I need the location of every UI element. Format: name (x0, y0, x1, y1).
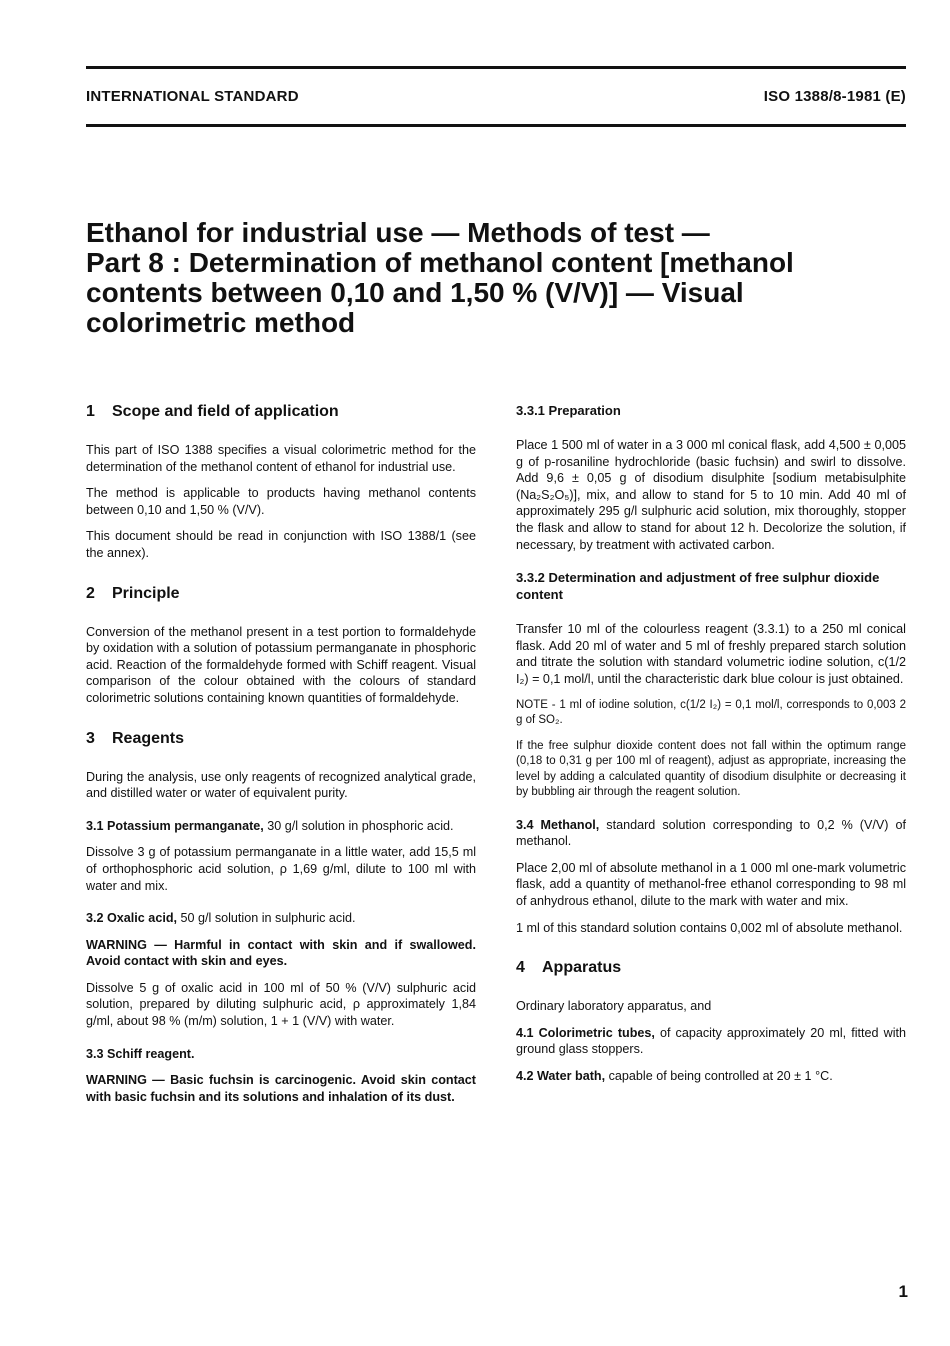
paragraph: Ordinary laboratory apparatus, and (516, 999, 712, 1014)
subsection-label: 3.1 Potassium permanganate, (86, 818, 264, 833)
subsection-text: of capacity approximately 20 ml, fitted with ground glass stoppers. (516, 1025, 906, 1057)
section-heading (86, 584, 476, 604)
left-column (86, 402, 476, 1115)
paragraph: Dissolve 3 g of potassium permanganate in a little water, add 15,5 ml of orthophosphoric acid solution, ρ 1,69 g/ml, dilute to 100 ml with water and mix. (86, 845, 476, 893)
subsection-lead (86, 1046, 476, 1063)
subsection-label: 3.2 Oxalic acid, (86, 911, 178, 926)
subsection-lead (86, 910, 476, 927)
paragraph: This part of ISO 1388 specifies a visual colorimetric method for the determination of the methanol content of ethanol for industrial use. (86, 443, 476, 474)
note-text: NOTE - 1 ml of iodine solution, c(1/2 I₂) = 0,1 mol/l, corresponds to 0,003 2 g of SO₂. (516, 698, 906, 727)
subsection-label: 4.2 Water bath, (516, 1068, 606, 1083)
paragraph: During the analysis, use only reagents of recognized analytical grade, and distilled water or water of equivalent purity. (86, 769, 476, 801)
section-number: 4 (516, 959, 525, 977)
header-standard-type: INTERNATIONAL STANDARD (86, 88, 299, 105)
paragraph: This document should be read in conjunction with ISO 1388/1 (see the annex). (86, 529, 476, 560)
subsection-lead (516, 817, 906, 850)
paragraph: The method is applicable to products having methanol contents between 0,10 and 1,50 % (V/V). (86, 486, 476, 517)
header-rule (86, 124, 906, 127)
header-document-number: ISO 1388/8-1981 (E) (763, 88, 906, 105)
subsection-lead (516, 1068, 906, 1085)
page-number: 1 (898, 1282, 908, 1301)
right-column (516, 402, 906, 1094)
subsection-text: capable of being controlled at 20 ± 1 °C. (605, 1068, 833, 1083)
warning-text: WARNING — Basic fuchsin is carcinogenic. Avoid skin contact with basic fuchsin and its solutions and inhalation of its dust. (86, 1073, 476, 1104)
subsection-text: 50 g/l solution in sulphuric acid. (177, 911, 356, 926)
subsection-label: 3.4 Methanol, (516, 817, 600, 832)
title-line: Part 8 : Determination of methanol content [methanol (86, 247, 794, 278)
paragraph: Place 1 500 ml of water in a 3 000 ml conical flask, add 4,500 ± 0,005 g of p-rosaniline hydrochloride (basic fuchsin) and swirl to dissolve. Add 9,6 ± 0,05 g of disodium disulphite [sodium metabisulphite (Na₂S₂O₅)], mix, and allow to stand for 5 to 10 min. Add 40 ml of approximately 295 g/l sulphuric acid solution, mix thoroughly, stopper the flask and allow to stand for about 12 h. Decolorize the solution, if necessary, by treatment with activated carbon. (516, 438, 906, 552)
top-rule (86, 66, 906, 69)
paragraph: Conversion of the methanol present in a test portion to formaldehyde by oxidation with a solution of potassium permanganate in phosphoric acid. Reaction of the formaldehyde formed with Schiff reagent. Visual comparison of the colour obtained with the colours of standard colorimetric solutions containing known quantities of formaldehyde. (86, 624, 476, 705)
subsection-text: standard solution corresponding to 0,2 % (V/V) of methanol. (516, 817, 906, 849)
title-line: Ethanol for industrial use — Methods of test — (86, 217, 710, 248)
document-title (86, 218, 886, 338)
paragraph: 1 ml of this standard solution contains 0,002 ml of absolute methanol. (516, 920, 903, 935)
paragraph: Place 2,00 ml of absolute methanol in a 1 000 ml one-mark volumetric flask, add a quantity of methanol-free ethanol corresponding to 98 ml of anhydrous ethanol, dilute to the mark with water and mix. (516, 860, 906, 908)
section-heading (86, 729, 476, 749)
section-heading (86, 402, 476, 422)
paragraph: If the free sulphur dioxide content does not fall within the optimum range (0,18 to 0,31 g per 100 ml of reagent), adjust as appropriate, increasing the level by adding a calculated quantity of disodium disulphite or decreasing it by bubbling air through the reagent solution. (516, 739, 906, 799)
section-number: 1 (86, 403, 95, 420)
section-title: Scope and field of application (112, 403, 339, 420)
subsection-label: 4.1 Colorimetric tubes, (516, 1025, 655, 1040)
section-title: Principle (112, 584, 180, 602)
section-number: 2 (86, 584, 95, 602)
paragraph: Transfer 10 ml of the colourless reagent (3.3.1) to a 250 ml conical flask. Add 20 ml of water and 5 ml of freshly prepared starch solution and titrate the solution with standard volumetric iodine solution, c(1/2 I₂) = 0,1 mol/l, until the characteristic dark blue colour is just obtained. (516, 622, 906, 686)
paragraph: Dissolve 5 g of oxalic acid in 100 ml of 50 % (V/V) sulphuric acid solution, prepared by diluting sulphuric acid, ρ approximately 1,84 g/ml, about 98 % (m/m) solution, 1 + 1 (V/V) with water. (86, 980, 476, 1029)
section-heading (516, 958, 906, 978)
subsection-label: 3.3 Schiff reagent. (86, 1046, 195, 1061)
subsection-heading: 3.3.1 Preparation (516, 403, 621, 418)
subsection-lead (516, 1025, 906, 1058)
title-line: colorimetric method (86, 307, 356, 338)
warning-text: WARNING — Harmful in contact with skin and if swallowed. Avoid contact with skin and eyes. (86, 937, 476, 969)
subsection-heading: 3.3.2 Determination and adjustment of free sulphur dioxide content (516, 570, 880, 603)
section-title: Apparatus (542, 959, 622, 977)
subsection-text: 30 g/l solution in phosphoric acid. (263, 818, 454, 833)
subsection-lead (86, 818, 476, 835)
title-line: contents between 0,10 and 1,50 % (V/V)] — Visual (86, 277, 744, 308)
section-number: 3 (86, 729, 95, 747)
section-title: Reagents (112, 729, 185, 747)
